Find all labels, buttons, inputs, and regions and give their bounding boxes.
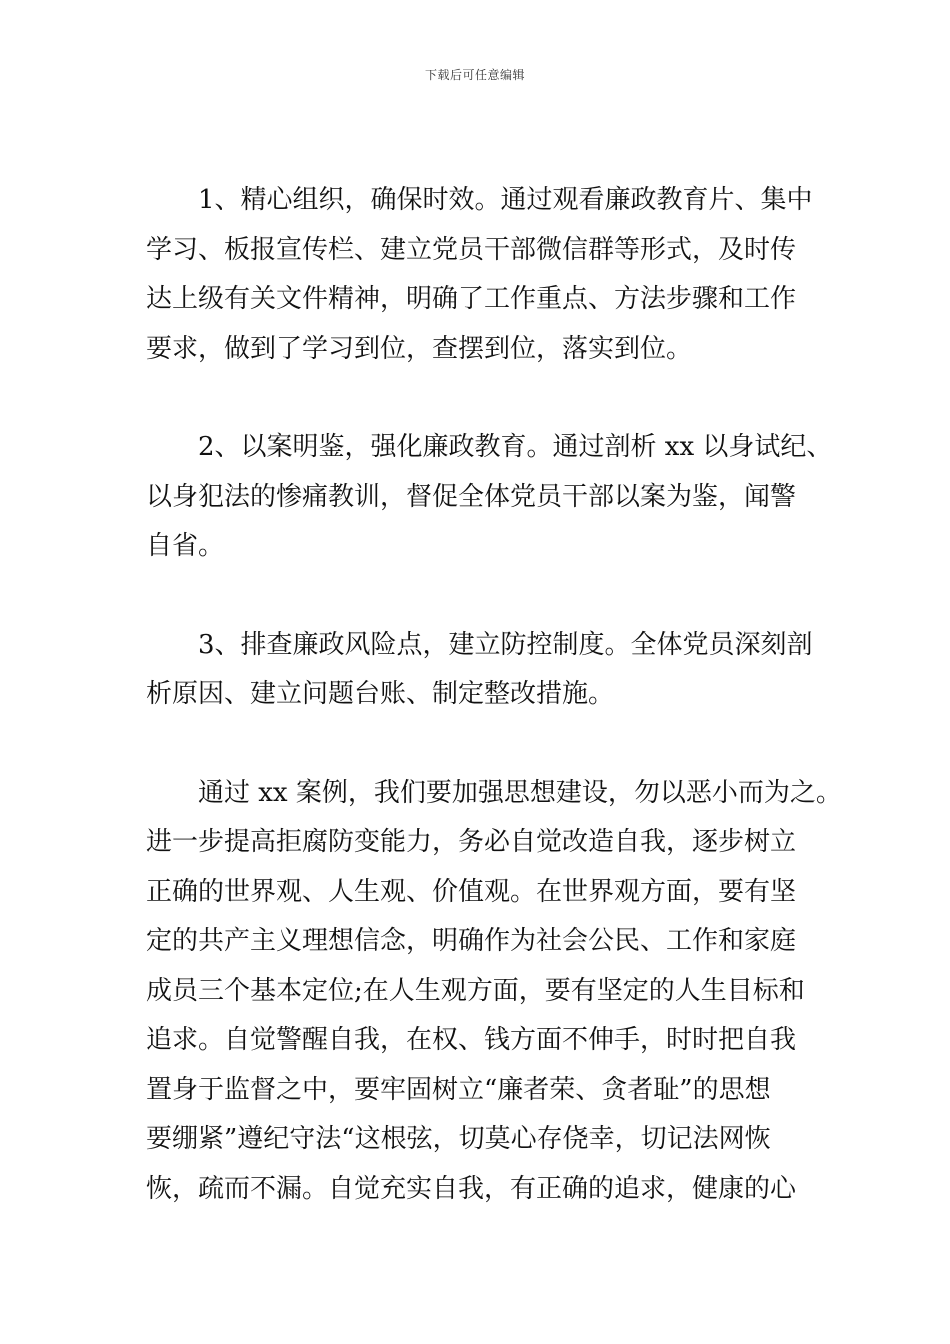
text-line: 要求，做到了学习到位，查摆到位，落实到位。: [146, 333, 693, 364]
text-line: 3、排查廉政风险点，建立防控制度。全体党员深刻剖: [198, 629, 813, 660]
text-line: 置身于监督之中，要牢固树立“廉者荣、贪者耻”的思想: [146, 1074, 771, 1105]
text-line: 2、以案明鉴，强化廉政教育。通过剖析 xx 以身试纪、: [198, 432, 833, 462]
document-body: [146, 176, 842, 1263]
page-header: 下载后可任意编辑: [424, 68, 525, 82]
text-line: 自省。: [146, 531, 225, 561]
text-line: 进一步提高拒腐防变能力，务必自觉改造自我，逐步树立: [146, 827, 797, 857]
text-line: 正确的世界观、人生观、价值观。在世界观方面，要有坚: [146, 876, 797, 907]
text-line: 恢，疏而不漏。自觉充实自我，有正确的追求，健康的心: [146, 1173, 797, 1204]
text-line: 1、精心组织，确保时效。通过观看廉政教育片、集中: [198, 185, 813, 215]
paragraph-3: [146, 621, 814, 720]
text-line: 追求。自觉警醒自我，在权、钱方面不伸手，时时把自我: [146, 1025, 797, 1055]
text-line: 定的共产主义理想信念，明确作为社会公民、工作和家庭: [146, 926, 797, 956]
text-line: 通过 xx 案例，我们要加强思想建设，勿以恶小而为之。: [198, 777, 842, 808]
text-line: 以身犯法的惨痛教训，督促全体党员干部以案为鉴，闻警: [146, 481, 797, 512]
text-line: 成员三个基本定位;在人生观方面，要有坚定的人生目标和: [146, 975, 805, 1006]
paragraph-4: [146, 769, 842, 1215]
text-line: 析原因、建立问题台账、制定整改措施。: [146, 679, 615, 709]
text-line: 达上级有关文件精神，明确了工作重点、方法步骤和工作: [146, 284, 797, 314]
text-line: 要绷紧”遵纪守法“这根弦，切莫心存侥幸，切记法网恢: [146, 1124, 771, 1154]
paragraph-2: [146, 423, 833, 572]
paragraph-1: [146, 176, 814, 374]
text-line: 学习、板报宣传栏、建立党员干部微信群等形式，及时传: [146, 234, 797, 265]
